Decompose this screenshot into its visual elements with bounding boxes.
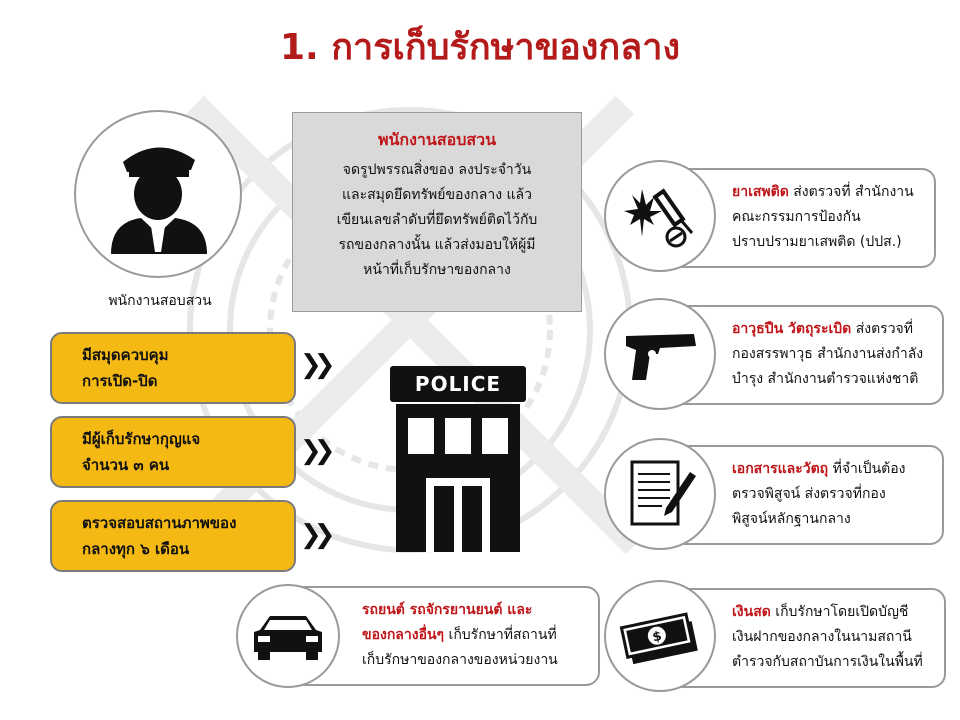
- key-keeper-box: [50, 416, 296, 488]
- gun-icon: [604, 298, 716, 410]
- police-station-icon: [390, 366, 526, 556]
- investigator-heading: พนักงานสอบสวน: [377, 130, 497, 149]
- card-text: ตรวจพิสูจน์ ส่งตรวจที่กอง: [732, 486, 886, 502]
- yellow-box-line: ตรวจสอบสถานภาพของ: [82, 514, 237, 532]
- card-text: ที่จำเป็นต้อง: [828, 461, 906, 477]
- card-text: กองสรรพาวุธ สำนักงานส่งกำลัง: [732, 346, 924, 362]
- card-text: เก็บรักษาของกลางของหน่วยงาน: [362, 652, 558, 668]
- card-text: พิสูจน์หลักฐานกลาง: [732, 511, 851, 527]
- drugs-icon: [604, 160, 716, 272]
- chevron-right-icon: ❯❯: [300, 350, 328, 380]
- chevron-right-icon: ❯❯: [300, 436, 328, 466]
- page-title: 1. การเก็บรักษาของกลาง: [279, 27, 681, 68]
- card-text: ปราบปรามยาเสพติด (ปปส.): [732, 234, 902, 250]
- card-text: ส่งตรวจที่ สำนักงาน: [788, 184, 914, 200]
- svg-text:$: $: [651, 628, 664, 646]
- police-officer-icon: [103, 134, 213, 254]
- card-highlight: เอกสารและวัตถุ: [732, 461, 829, 477]
- card-text: ตำรวจกับสถาบันการเงินในพื้นที่: [732, 654, 923, 670]
- investigator-box: [292, 112, 582, 312]
- police-sign-text: POLICE: [414, 372, 502, 396]
- investigator-line: จดรูปพรรณสิ่งของ ลงประจำวัน: [342, 162, 532, 178]
- officer-avatar: [74, 110, 242, 278]
- officer-caption: พนักงานสอบสวน: [108, 293, 212, 309]
- yellow-box-line: จำนวน ๓ คน: [82, 456, 170, 474]
- yellow-box-line: มีสมุดควบคุม: [82, 346, 169, 364]
- card-text: เงินฝากของกลางในนามสถานี: [732, 629, 912, 645]
- card-text: บำรุง สำนักงานตำรวจแห่งชาติ: [732, 371, 919, 387]
- investigator-line: และสมุดยึดทรัพย์ของกลาง แล้ว: [342, 187, 532, 203]
- card-text: เก็บรักษาที่สถานที่: [444, 627, 557, 643]
- card-highlight: อาวุธปืน วัตถุระเบิด: [732, 321, 852, 337]
- control-book-box: [50, 332, 296, 404]
- investigator-line: หน้าที่เก็บรักษาของกลาง: [363, 262, 511, 278]
- card-highlight: เงินสด: [732, 604, 771, 620]
- card-highlight: ของกลางอื่นๆ: [362, 627, 445, 643]
- inspection-box: [50, 500, 296, 572]
- car-icon: [236, 584, 340, 688]
- document-icon: [604, 438, 716, 550]
- chevron-right-icon: ❯❯: [300, 520, 328, 550]
- card-text: เก็บรักษาโดยเปิดบัญชี: [770, 604, 909, 620]
- yellow-box-line: กลางทุก ๖ เดือน: [82, 540, 190, 558]
- yellow-box-line: การเปิด-ปิด: [82, 372, 158, 390]
- card-text: ส่งตรวจที่: [851, 321, 913, 337]
- yellow-box-line: มีผู้เก็บรักษากุญแจ: [82, 430, 201, 448]
- card-highlight: ยาเสพติด: [732, 184, 789, 200]
- cash-icon: [604, 580, 716, 692]
- investigator-line: รถของกลางนั้น แล้วส่งมอบให้ผู้มี: [338, 237, 536, 253]
- card-highlight: รถยนต์ รถจักรยานยนต์ และ: [362, 602, 533, 618]
- card-text: คณะกรรมการป้องกัน: [732, 209, 861, 225]
- investigator-line: เขียนเลขลำดับที่ยึดทรัพย์ติดไว้กับ: [336, 212, 538, 228]
